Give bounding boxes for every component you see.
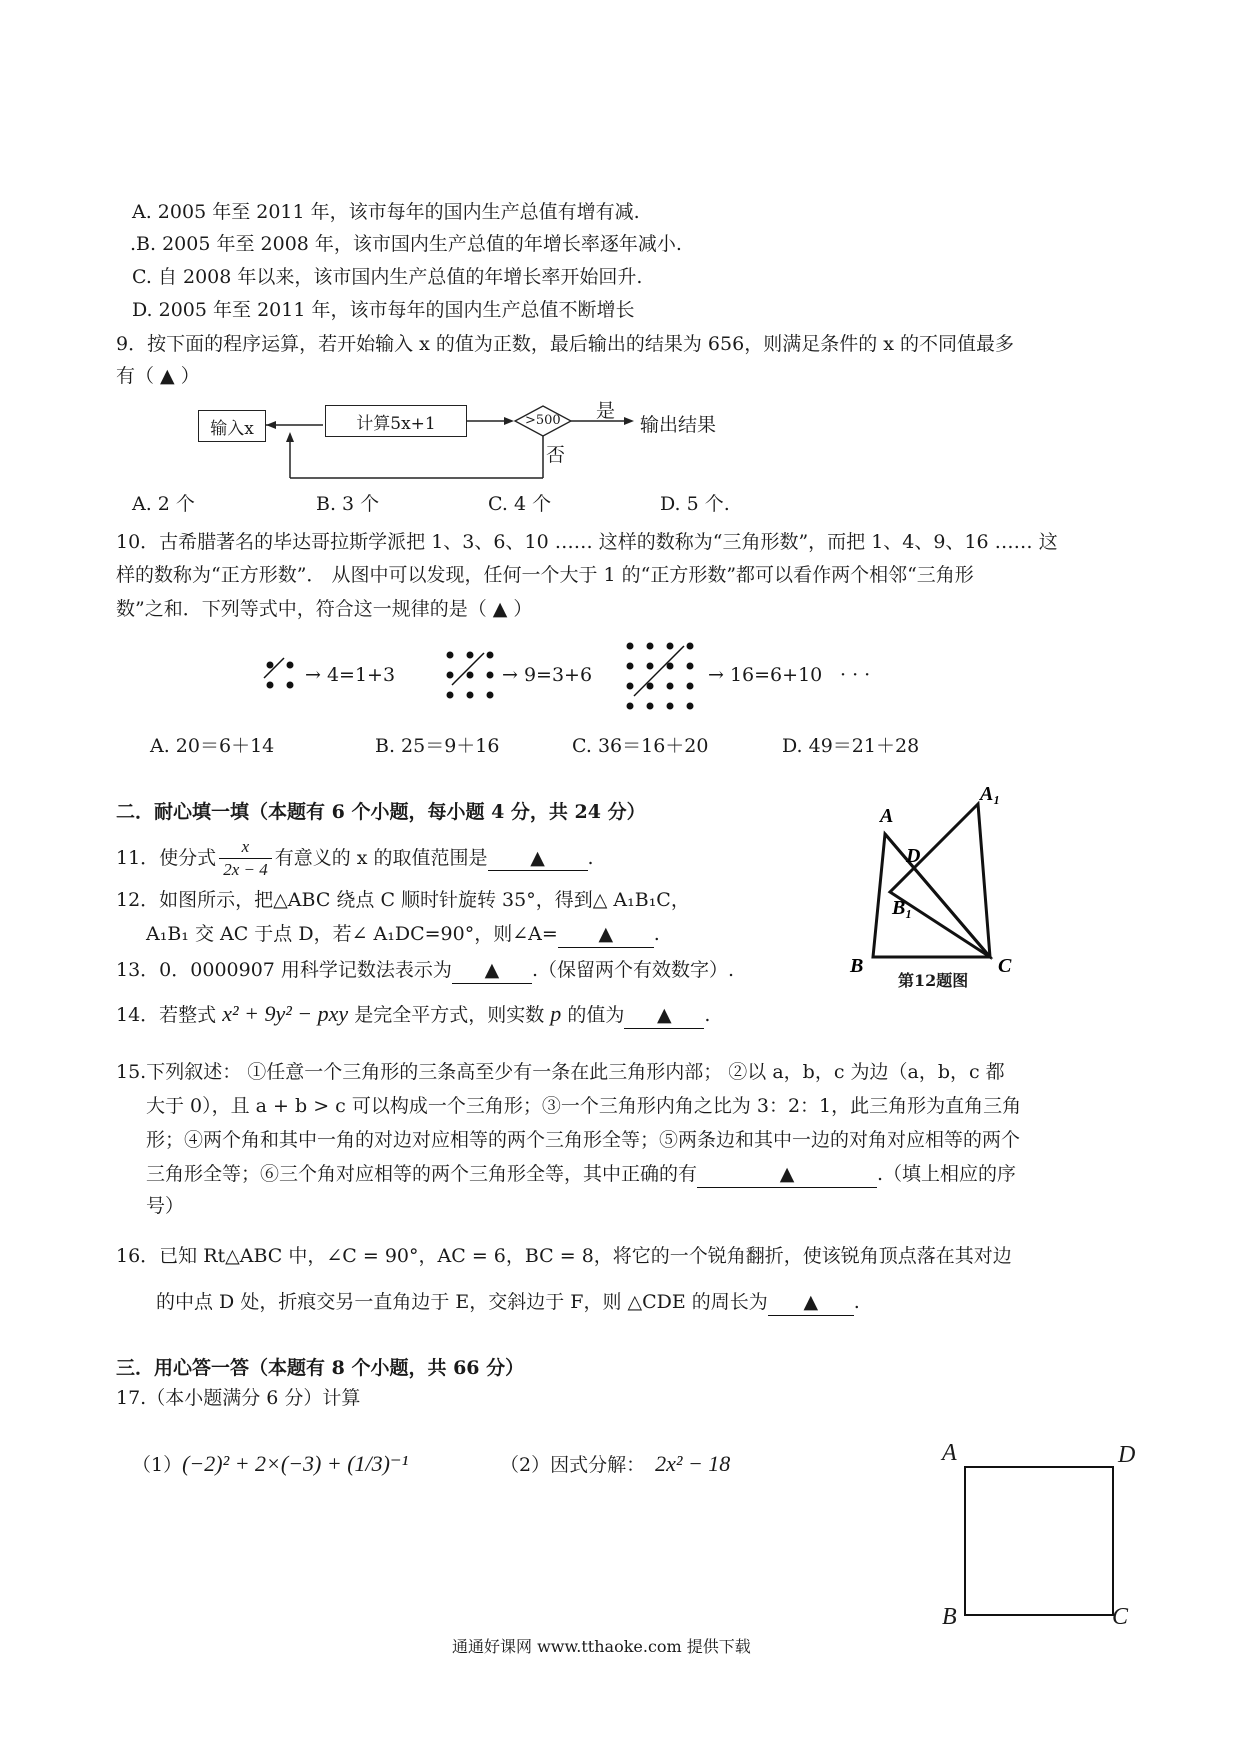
square-label-a: A xyxy=(942,1440,957,1466)
figure-12-diagram xyxy=(840,782,1030,982)
q11-denominator: 2x − 4 xyxy=(223,860,268,880)
q14-suffix: 的值为 xyxy=(567,1004,625,1026)
q10-option-a: A. 20＝6＋14 xyxy=(150,735,275,757)
q13-suffix: .（保留两个有效数字）. xyxy=(531,959,735,981)
flow-input-box: 输入x xyxy=(198,410,266,442)
q12-end: . xyxy=(653,923,660,945)
q8-option-c: C. 自 2008 年以来，该市国内生产总值的年增长率开始回升. xyxy=(132,266,643,288)
fig12-label-b: B xyxy=(850,955,864,977)
q17-part2-expression: 2x² − 18 xyxy=(655,1451,731,1476)
q10-figure-2-label: → 9=3+6 xyxy=(502,664,593,686)
q14-mid: 是完全平方式，则实数 xyxy=(354,1004,545,1026)
q16-line2 xyxy=(156,1290,860,1316)
q8-option-a: A. 2005 年至 2011 年，该市每年的国内生产总值有增有减. xyxy=(132,201,640,223)
flow-yes-label: 是 xyxy=(596,400,616,422)
q10-option-b: B. 25＝9＋16 xyxy=(375,735,500,757)
flow-no-label: 否 xyxy=(546,444,566,466)
q12-line1: 12．如图所示，把△ABC 绕点 C 顺时针旋转 35°，得到△ A₁B₁C， xyxy=(116,889,690,911)
square-label-b: B xyxy=(942,1604,957,1630)
q17-part1 xyxy=(132,1450,408,1479)
q17-part2 xyxy=(500,1450,730,1479)
fig12-label-a: A xyxy=(880,805,894,827)
q15-line4-text: 三角形全等；⑥三个角对应相等的两个三角形全等，其中正确的有 xyxy=(146,1163,698,1185)
q14 xyxy=(116,1000,710,1029)
q9-stem-line2: 有（ ▲ ） xyxy=(116,365,200,387)
q17-part1-label: （1） xyxy=(132,1454,183,1476)
q14-end: . xyxy=(704,1004,711,1026)
q16-line1: 16．已知 Rt△ABC 中，∠C = 90°，AC = 6，BC = 8，将它的一个锐角翻折，使该锐角顶点落在其对边 xyxy=(116,1245,1012,1267)
q14-expression: x² + 9y² − pxy xyxy=(222,1001,349,1026)
fig12-label-a1: A₁ xyxy=(980,783,1001,805)
q9-option-a: A. 2 个 xyxy=(132,493,195,515)
q14-prefix: 14．若整式 xyxy=(116,1004,217,1026)
q9-option-b: B. 3 个 xyxy=(316,493,380,515)
q17-part1-expression: (−2)² + 2×(−3) + (1/3)⁻¹ xyxy=(182,1451,409,1476)
q15-line5: 号） xyxy=(146,1195,185,1217)
q10-figure-1-label: → 4=1+3 xyxy=(305,664,396,686)
square-label-c: C xyxy=(1112,1604,1129,1630)
flow-output: 输出结果 xyxy=(640,414,717,436)
q12-answer-blank[interactable]: ▲ xyxy=(558,922,654,948)
flow-compute-box: 计算5x+1 xyxy=(325,405,467,437)
q10-stem-line3: 数”之和．下列等式中，符合这一规律的是（ ▲ ） xyxy=(116,598,533,620)
section-3-title: 三．用心答一答（本题有 8 个小题，共 66 分） xyxy=(116,1357,525,1379)
q11-numerator: x xyxy=(219,836,272,859)
q16-line2-text: 的中点 D 处，折痕交另一直角边于 E，交斜边于 F，则 △CDE 的周长为 xyxy=(156,1291,768,1313)
q13-prefix: 13．0．0000907 用科学记数法表示为 xyxy=(116,959,452,981)
q11-end: . xyxy=(587,847,594,870)
section-2-title: 二．耐心填一填（本题有 6 个小题，每小题 4 分，共 24 分） xyxy=(116,801,646,823)
fig12-label-d: D xyxy=(906,845,921,867)
q8-option-b: .B. 2005 年至 2008 年，该市国内生产总值的年增长率逐年减小. xyxy=(130,233,682,255)
q11-fraction xyxy=(219,836,272,881)
fig12-label-c: C xyxy=(998,955,1012,977)
figure-12-caption: 第12题图 xyxy=(898,971,969,990)
q11-prefix: 11．使分式 xyxy=(116,847,217,870)
q13 xyxy=(116,958,734,984)
q14-answer-blank[interactable]: ▲ xyxy=(624,1003,704,1029)
q11 xyxy=(116,836,594,881)
q15-line1: 15.下列叙述： ①任意一个三角形的三条高至少有一条在此三角形内部； ②以 a，b，c 为边（a，b，c 都 xyxy=(116,1061,1005,1083)
q9-option-d: D. 5 个. xyxy=(660,493,730,515)
q17-part2-label: （2）因式分解： xyxy=(500,1454,646,1476)
q11-answer-blank[interactable]: ▲ xyxy=(488,846,588,872)
q15-answer-blank[interactable]: ▲ xyxy=(697,1162,877,1188)
q14-variable: p xyxy=(550,1001,562,1026)
q10-figure-3-label: → 16=6+10 xyxy=(708,664,823,686)
q15-line4 xyxy=(146,1162,1016,1188)
fig12-label-b1: B₁ xyxy=(892,897,913,919)
footer-text: 通通好课网 www.tthaoke.com 提供下载 xyxy=(452,1637,751,1656)
q12-line2-text: A₁B₁ 交 AC 于点 D，若∠ A₁DC=90°，则∠A= xyxy=(146,923,558,945)
q8-option-d: D. 2005 年至 2011 年，该市每年的国内生产总值不断增长 xyxy=(132,299,635,321)
q17-title: 17.（本小题满分 6 分）计算 xyxy=(116,1387,361,1409)
q9-option-c: C. 4 个 xyxy=(488,493,552,515)
q12-line2 xyxy=(146,922,660,948)
q15-line3: 形；④两个角和其中一角的对边对应相等的两个三角形全等；⑤两条边和其中一边的对角对应相等的两个 xyxy=(146,1129,1021,1151)
square-abcd xyxy=(964,1466,1114,1616)
q16-answer-blank[interactable]: ▲ xyxy=(768,1290,854,1316)
q16-end: . xyxy=(853,1291,860,1313)
q15-line2: 大于 0），且 a + b > c 可以构成一个三角形；③一个三角形内角之比为 3：2：1，此三角形为直角三角 xyxy=(146,1095,1022,1117)
q10-stem-line1: 10．古希腊著名的毕达哥拉斯学派把 1、3、6、10 …… 这样的数称为“三角形数”，而把 1、4、9、16 …… 这 xyxy=(116,531,1058,553)
q10-option-d: D. 49＝21＋28 xyxy=(782,735,920,757)
q11-suffix: 有意义的 x 的取值范围是 xyxy=(274,847,488,870)
q10-dot-figure-4x4 xyxy=(620,638,720,718)
q10-option-c: C. 36＝16＋20 xyxy=(572,735,709,757)
q10-stem-line2: 样的数称为“正方形数”． 从图中可以发现，任何一个大于 1 的“正方形数”都可以看作两个相邻“三角形 xyxy=(116,564,974,586)
q13-answer-blank[interactable]: ▲ xyxy=(452,958,532,984)
flow-condition: >500 xyxy=(525,413,561,428)
square-label-d: D xyxy=(1118,1442,1136,1468)
q9-stem-line1: 9．按下面的程序运算，若开始输入 x 的值为正数，最后输出的结果为 656，则满足条件的 x 的不同值最多 xyxy=(116,333,1014,355)
q10-ellipsis: · · · xyxy=(840,664,871,686)
q15-line4-tail: .（填上相应的序 xyxy=(877,1163,1017,1185)
